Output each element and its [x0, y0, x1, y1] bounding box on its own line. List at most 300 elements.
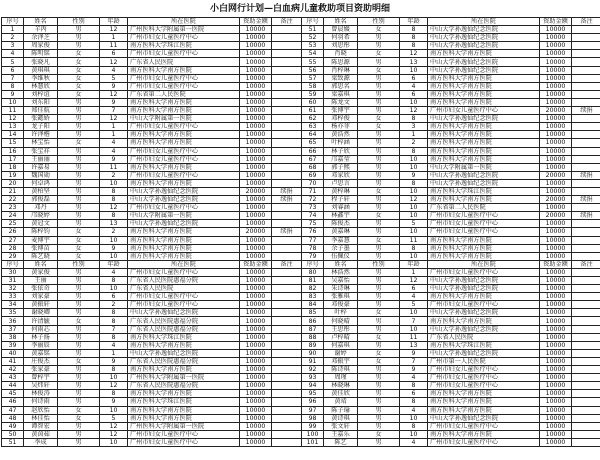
left-hospital-cell: 中山大学孙逸仙纪念医院 — [128, 196, 240, 204]
left-age-cell: 12 — [100, 58, 128, 66]
left-gender-cell: 男 — [58, 349, 100, 357]
right-remark-cell — [572, 187, 600, 195]
right-name-cell: 邓梓俊 — [324, 115, 358, 123]
right-gender-cell: 男 — [358, 171, 400, 179]
right-name-cell: 黄梓琳 — [324, 187, 358, 195]
left-serial-cell: 35 — [2, 309, 24, 317]
right-gender-cell: 男 — [358, 268, 400, 276]
left-name-cell: 李成 — [24, 438, 58, 446]
right-serial-cell: 79 — [302, 252, 324, 260]
right-name-cell: 余子墨 — [324, 244, 358, 252]
left-hospital-cell: 广东省人民医院 — [128, 285, 240, 293]
left-age-cell: 4 — [100, 341, 128, 349]
right-remark-cell — [572, 285, 600, 293]
left-gender-cell: 男 — [58, 107, 100, 115]
left-gender-cell: 女 — [58, 236, 100, 244]
right-hospital-cell: 南方医科大学南方医院 — [428, 398, 540, 406]
table-row — [2, 107, 600, 115]
left-gender-cell: 女 — [58, 50, 100, 58]
right-remark-cell — [572, 406, 600, 414]
right-amount-cell: 10000 — [540, 34, 572, 42]
left-hospital-cell: 广东省人民医院惠福分院 — [128, 357, 240, 365]
table-row — [2, 123, 600, 131]
left-age-cell: 8 — [100, 187, 128, 195]
left-serial-cell: 46 — [2, 398, 24, 406]
right-gender-cell: 男 — [358, 220, 400, 228]
right-remark-cell — [572, 317, 600, 325]
table-row — [2, 26, 600, 34]
left-age-cell: 1 — [100, 131, 128, 139]
right-gender-cell: 男 — [358, 285, 400, 293]
right-age-cell: 9 — [400, 349, 428, 357]
right-name-cell: 卢思言 — [324, 179, 358, 187]
right-amount-cell: 10000 — [540, 115, 572, 123]
right-amount-cell: 10000 — [540, 382, 572, 390]
right-age-cell: 10 — [400, 163, 428, 171]
left-name-cell: 麦博宇 — [24, 236, 58, 244]
header-hospital-cell: 所在医院 — [128, 260, 240, 268]
left-age-cell: 12 — [100, 430, 128, 438]
left-age-cell: 12 — [100, 90, 128, 98]
left-amount-cell: 10000 — [240, 163, 272, 171]
left-age-cell: 1 — [100, 123, 128, 131]
right-hospital-cell: 广州市妇女儿童医疗中心 — [428, 382, 540, 390]
left-name-cell: 何诗雨 — [24, 398, 58, 406]
left-age-cell: 6 — [100, 293, 128, 301]
right-name-cell: 黄浩然 — [324, 131, 358, 139]
table-row — [2, 252, 600, 260]
right-serial-cell: 71 — [302, 187, 324, 195]
left-name-cell: 李丽辰 — [24, 341, 58, 349]
right-serial-cell: 82 — [302, 285, 324, 293]
left-age-cell: 8 — [100, 277, 128, 285]
left-remark-cell — [272, 398, 302, 406]
left-age-cell: 10 — [100, 374, 128, 382]
right-serial-cell: 60 — [302, 98, 324, 106]
left-name-cell: 陈明铭 — [24, 50, 58, 58]
header-gender-cell: 性别 — [358, 18, 400, 26]
left-name-cell: 张晓凡 — [24, 58, 58, 66]
left-name-cell: 陈艺晓 — [24, 252, 58, 260]
left-hospital-cell: 广州市妇女儿童医疗中心 — [128, 430, 240, 438]
left-amount-cell: 10000 — [240, 236, 272, 244]
right-hospital-cell: 南方医科大学南方医院 — [428, 123, 540, 131]
left-hospital-cell: 广州市妇女儿童医疗中心 — [128, 74, 240, 82]
right-remark-cell — [572, 131, 600, 139]
left-remark-cell — [272, 115, 302, 123]
left-amount-cell: 10000 — [240, 438, 272, 446]
left-name-cell: 邓丹 — [24, 204, 58, 212]
header-remark-cell: 备注 — [272, 260, 302, 268]
left-hospital-cell: 广州市妇女儿童医疗中心 — [128, 438, 240, 446]
left-gender-cell: 男 — [58, 171, 100, 179]
right-remark-cell — [572, 268, 600, 276]
left-age-cell: 5 — [100, 74, 128, 82]
table-row — [2, 406, 600, 414]
table-row — [2, 366, 600, 374]
right-amount-cell: 10000 — [540, 349, 572, 357]
right-serial-cell: 100 — [302, 430, 324, 438]
right-amount-cell: 10000 — [540, 293, 572, 301]
right-remark-cell — [572, 163, 600, 171]
left-amount-cell: 10000 — [240, 317, 272, 325]
right-hospital-cell: 中山大学孙逸仙纪念医院 — [428, 115, 540, 123]
left-age-cell: 10 — [100, 285, 128, 293]
table-row — [2, 98, 600, 106]
left-amount-cell: 10000 — [240, 357, 272, 365]
left-age-cell: 8 — [100, 309, 128, 317]
right-gender-cell: 男 — [358, 147, 400, 155]
right-age-cell: 5 — [400, 220, 428, 228]
left-amount-cell: 10000 — [240, 196, 272, 204]
left-name-cell: 王丽 — [24, 277, 58, 285]
right-gender-cell: 女 — [358, 187, 400, 195]
right-name-cell: 梁致源 — [324, 74, 358, 82]
right-remark-cell — [572, 349, 600, 357]
left-age-cell: 12 — [100, 26, 128, 34]
table-row — [2, 204, 600, 212]
right-age-cell: 3 — [400, 123, 428, 131]
left-serial-cell: 42 — [2, 366, 24, 374]
right-serial-cell: 81 — [302, 277, 324, 285]
right-gender-cell: 女 — [358, 26, 400, 34]
left-gender-cell: 男 — [58, 374, 100, 382]
left-amount-cell: 10000 — [240, 155, 272, 163]
right-amount-cell: 10000 — [540, 277, 572, 285]
right-remark-cell — [572, 390, 600, 398]
table-row — [2, 220, 600, 228]
left-serial-cell: 40 — [2, 349, 24, 357]
right-remark-cell — [572, 414, 600, 422]
right-age-cell: 10 — [400, 187, 428, 195]
right-remark-cell — [572, 98, 600, 106]
left-amount-cell: 10000 — [240, 244, 272, 252]
left-remark-cell — [272, 163, 302, 171]
right-name-cell: 曾晨媛 — [324, 26, 358, 34]
left-hospital-cell: 广州市妇女儿童医疗中心 — [128, 301, 240, 309]
right-name-cell: 刘思彤 — [324, 42, 358, 50]
table-row — [2, 374, 600, 382]
right-hospital-cell: 广州市妇女儿童医疗中心 — [428, 438, 540, 446]
right-age-cell: 11 — [400, 236, 428, 244]
left-age-cell: 12 — [100, 422, 128, 430]
left-amount-cell: 10000 — [240, 26, 272, 34]
left-name-cell: 羊丙 — [24, 26, 58, 34]
left-hospital-cell: 广东省人民医院 — [128, 58, 240, 66]
right-hospital-cell: 广州市妇女儿童医疗中心 — [428, 301, 540, 309]
right-amount-cell: 10000 — [540, 325, 572, 333]
header-gender-cell: 性别 — [58, 18, 100, 26]
left-name-cell: 林宝怡 — [24, 139, 58, 147]
right-amount-cell: 10000 — [540, 317, 572, 325]
right-serial-cell: 62 — [302, 115, 324, 123]
right-gender-cell: 男 — [358, 325, 400, 333]
left-hospital-cell: 中山大学孙逸仙纪念医院 — [128, 187, 240, 195]
left-amount-cell: 10000 — [240, 115, 272, 123]
left-name-cell: 许泽楷 — [24, 131, 58, 139]
right-hospital-cell: 广州市妇女儿童医疗中心 — [428, 268, 540, 276]
left-age-cell: 9 — [100, 244, 128, 252]
right-age-cell: 10 — [400, 252, 428, 260]
left-name-cell: 林俊涛 — [24, 390, 58, 398]
left-name-cell: 张宝祥 — [24, 147, 58, 155]
left-gender-cell: 女 — [58, 244, 100, 252]
right-hospital-cell: 中山大学孙逸仙纪念医院 — [428, 58, 540, 66]
right-serial-cell: 91 — [302, 357, 324, 365]
left-name-cell: 何卓鸿 — [24, 179, 58, 187]
right-remark-cell — [572, 325, 600, 333]
left-serial-cell: 39 — [2, 341, 24, 349]
left-name-cell: 曾梓宇 — [24, 374, 58, 382]
table-row — [2, 349, 600, 357]
right-remark-cell — [572, 58, 600, 66]
left-serial-cell: 15 — [2, 139, 24, 147]
right-serial-cell: 87 — [302, 325, 324, 333]
table-row — [2, 422, 600, 430]
left-gender-cell: 男 — [58, 325, 100, 333]
right-gender-cell: 男 — [358, 422, 400, 430]
right-gender-cell: 男 — [358, 74, 400, 82]
left-serial-cell: 17 — [2, 155, 24, 163]
right-hospital-cell: 南方医科大学南方医院 — [428, 244, 540, 252]
right-age-cell: 2 — [400, 139, 428, 147]
right-name-cell: 黄诗琪 — [324, 414, 358, 422]
right-hospital-cell: 中山大学孙逸仙纪念医院 — [428, 26, 540, 34]
left-remark-cell — [272, 317, 302, 325]
table-row — [2, 187, 600, 195]
left-hospital-cell: 南方医科大学南方医院 — [128, 252, 240, 260]
left-amount-cell: 10000 — [240, 285, 272, 293]
header-serial-cell: 序号 — [302, 260, 324, 268]
header-age-cell: 年龄 — [100, 18, 128, 26]
left-remark-cell — [272, 285, 302, 293]
table-row — [2, 357, 600, 365]
right-amount-cell: 10000 — [540, 244, 572, 252]
right-age-cell: 10 — [400, 98, 428, 106]
table-row — [2, 196, 600, 204]
table-row — [2, 293, 600, 301]
right-serial-cell: 59 — [302, 90, 324, 98]
left-amount-cell: 10000 — [240, 58, 272, 66]
right-serial-cell: 80 — [302, 268, 324, 276]
funding-table — [1, 17, 600, 447]
left-hospital-cell: 南方医科大学南方医院 — [128, 341, 240, 349]
table-row — [2, 382, 600, 390]
right-name-cell: 陈思源 — [324, 58, 358, 66]
left-age-cell: 7 — [100, 325, 128, 333]
left-age-cell: 11 — [100, 163, 128, 171]
left-serial-cell: 50 — [2, 430, 24, 438]
left-amount-cell: 10000 — [240, 333, 272, 341]
left-remark-cell: 续捐 — [272, 196, 302, 204]
left-age-cell: 9 — [100, 82, 128, 90]
left-gender-cell: 男 — [58, 212, 100, 220]
left-hospital-cell: 南方医科大学珠江医院 — [128, 42, 240, 50]
left-hospital-cell: 广州市妇女儿童医疗中心 — [128, 82, 240, 90]
left-name-cell: 张博苗 — [24, 244, 58, 252]
header-name-cell: 姓名 — [24, 260, 58, 268]
left-serial-cell: 9 — [2, 90, 24, 98]
left-hospital-cell: 广州市妇女儿童医疗中心 — [128, 50, 240, 58]
right-gender-cell: 女 — [358, 236, 400, 244]
right-gender-cell: 男 — [358, 366, 400, 374]
right-remark-cell — [572, 204, 600, 212]
left-remark-cell — [272, 220, 302, 228]
table-row — [2, 341, 600, 349]
left-name-cell: 郭俊磊 — [24, 196, 58, 204]
left-serial-cell: 27 — [2, 236, 24, 244]
right-gender-cell: 男 — [358, 179, 400, 187]
left-name-cell: 林佳怡 — [24, 414, 58, 422]
right-name-cell: 伍佩仪 — [324, 252, 358, 260]
right-serial-cell: 93 — [302, 374, 324, 382]
right-name-cell: 刘睿涵 — [324, 204, 358, 212]
right-serial-cell: 86 — [302, 317, 324, 325]
left-remark-cell — [272, 66, 302, 74]
right-hospital-cell: 南方医科大学南方医院 — [428, 430, 540, 438]
left-gender-cell: 男 — [58, 382, 100, 390]
left-amount-cell: 10000 — [240, 309, 272, 317]
left-gender-cell: 男 — [58, 179, 100, 187]
left-age-cell: 1 — [100, 34, 128, 42]
left-hospital-cell: 广东省第二人民医院 — [128, 90, 240, 98]
left-amount-cell: 10000 — [240, 366, 272, 374]
right-hospital-cell: 广东省第二人民医院 — [428, 204, 540, 212]
left-age-cell: 4 — [100, 66, 128, 74]
left-remark-cell — [272, 34, 302, 42]
left-amount-cell: 10000 — [240, 42, 272, 50]
left-gender-cell: 男 — [58, 204, 100, 212]
left-hospital-cell: 南方医科大学珠江医院 — [128, 398, 240, 406]
right-serial-cell: 83 — [302, 293, 324, 301]
left-remark-cell: 续捐 — [272, 228, 302, 236]
right-amount-cell: 10000 — [540, 187, 572, 195]
right-remark-cell: 续捐 — [572, 107, 600, 115]
left-gender-cell: 女 — [58, 317, 100, 325]
right-gender-cell: 男 — [358, 163, 400, 171]
header-hospital-cell: 所在医院 — [428, 18, 540, 26]
table-row — [2, 268, 600, 276]
right-amount-cell: 10000 — [540, 374, 572, 382]
left-serial-cell: 48 — [2, 414, 24, 422]
right-remark-cell — [572, 357, 600, 365]
left-remark-cell — [272, 309, 302, 317]
left-amount-cell: 10000 — [240, 349, 272, 357]
left-serial-cell: 8 — [2, 82, 24, 90]
right-hospital-cell: 南方医科大学南方医院 — [428, 139, 540, 147]
document-title: 小白网行计划—白血病儿童救助项目资助明细 — [0, 1, 600, 17]
left-gender-cell: 女 — [58, 139, 100, 147]
left-amount-cell: 10000 — [240, 341, 272, 349]
left-name-cell: 庄俊杰 — [24, 357, 58, 365]
right-hospital-cell: 中山大学孙逸仙纪念医院 — [428, 349, 540, 357]
right-remark-cell — [572, 115, 600, 123]
right-serial-cell: 63 — [302, 123, 324, 131]
right-age-cell: 10 — [400, 155, 428, 163]
header-hospital-cell: 所在医院 — [428, 260, 540, 268]
right-hospital-cell: 南方医科大学南方医院 — [428, 98, 540, 106]
left-hospital-cell: 南方医科大学南方医院 — [128, 366, 240, 374]
header-amount-cell: 资助金额 — [540, 260, 572, 268]
left-remark-cell — [272, 98, 302, 106]
right-name-cell: 何晓晴 — [324, 317, 358, 325]
right-remark-cell — [572, 66, 600, 74]
right-age-cell: 10 — [400, 212, 428, 220]
right-serial-cell: 94 — [302, 382, 324, 390]
left-name-cell: 黄柏坚 — [24, 187, 58, 195]
table-row — [2, 82, 600, 90]
left-age-cell: 10 — [100, 438, 128, 446]
right-name-cell: 卢梓晴 — [324, 333, 358, 341]
table-row — [2, 90, 600, 98]
right-gender-cell: 男 — [358, 34, 400, 42]
right-name-cell: 黄嘉琳 — [324, 228, 358, 236]
left-remark-cell — [272, 390, 302, 398]
left-remark-cell — [272, 42, 302, 50]
right-hospital-cell: 中山大学孙逸仙纪念医院 — [428, 414, 540, 422]
left-remark-cell — [272, 107, 302, 115]
left-gender-cell: 男 — [58, 366, 100, 374]
right-name-cell: 叶梓涵 — [324, 139, 358, 147]
right-gender-cell: 女 — [358, 66, 400, 74]
left-serial-cell: 41 — [2, 357, 24, 365]
table-row — [2, 163, 600, 171]
left-gender-cell: 男 — [58, 98, 100, 106]
left-serial-cell: 36 — [2, 317, 24, 325]
left-remark-cell — [272, 58, 302, 66]
right-amount-cell: 10000 — [540, 285, 572, 293]
left-amount-cell: 10000 — [240, 171, 272, 179]
right-amount-cell: 10000 — [540, 430, 572, 438]
left-name-cell: 林子扬 — [24, 333, 58, 341]
right-hospital-cell: 南方医科大学南方医院 — [428, 293, 540, 301]
left-age-cell: 11 — [100, 42, 128, 50]
left-amount-cell: 10000 — [240, 34, 272, 42]
left-gender-cell: 女 — [58, 90, 100, 98]
left-name-cell: 邝晓婷 — [24, 212, 58, 220]
header-serial-cell: 序号 — [302, 18, 324, 26]
right-age-cell: 4 — [400, 293, 428, 301]
right-age-cell: 4 — [400, 374, 428, 382]
right-hospital-cell: 南方医科大学南方医院 — [428, 131, 540, 139]
right-gender-cell: 男 — [358, 107, 400, 115]
left-age-cell: 12 — [100, 115, 128, 123]
right-amount-cell: 10000 — [540, 228, 572, 236]
left-hospital-cell: 南方医科大学南方医院 — [128, 163, 240, 171]
right-name-cell: 邓振宇 — [324, 357, 358, 365]
left-hospital-cell: 南方医科大学南方医院 — [128, 131, 240, 139]
right-amount-cell: 10000 — [540, 155, 572, 163]
left-remark-cell — [272, 50, 302, 58]
right-hospital-cell: 中山大学孙逸仙纪念医院 — [428, 171, 540, 179]
table-row — [2, 430, 600, 438]
right-age-cell: 11 — [400, 333, 428, 341]
table-row — [2, 333, 600, 341]
right-serial-cell: 66 — [302, 147, 324, 155]
right-age-cell: 7 — [400, 317, 428, 325]
table-body — [2, 18, 600, 447]
table-row — [2, 244, 600, 252]
left-gender-cell: 男 — [58, 277, 100, 285]
left-remark-cell — [272, 179, 302, 187]
right-amount-cell: 10000 — [540, 74, 572, 82]
right-amount-cell: 20000 — [540, 107, 572, 115]
right-gender-cell: 男 — [358, 139, 400, 147]
left-age-cell: 4 — [100, 268, 128, 276]
right-age-cell: 6 — [400, 285, 428, 293]
right-name-cell: 黄佳欣 — [324, 390, 358, 398]
table-row — [2, 74, 600, 82]
